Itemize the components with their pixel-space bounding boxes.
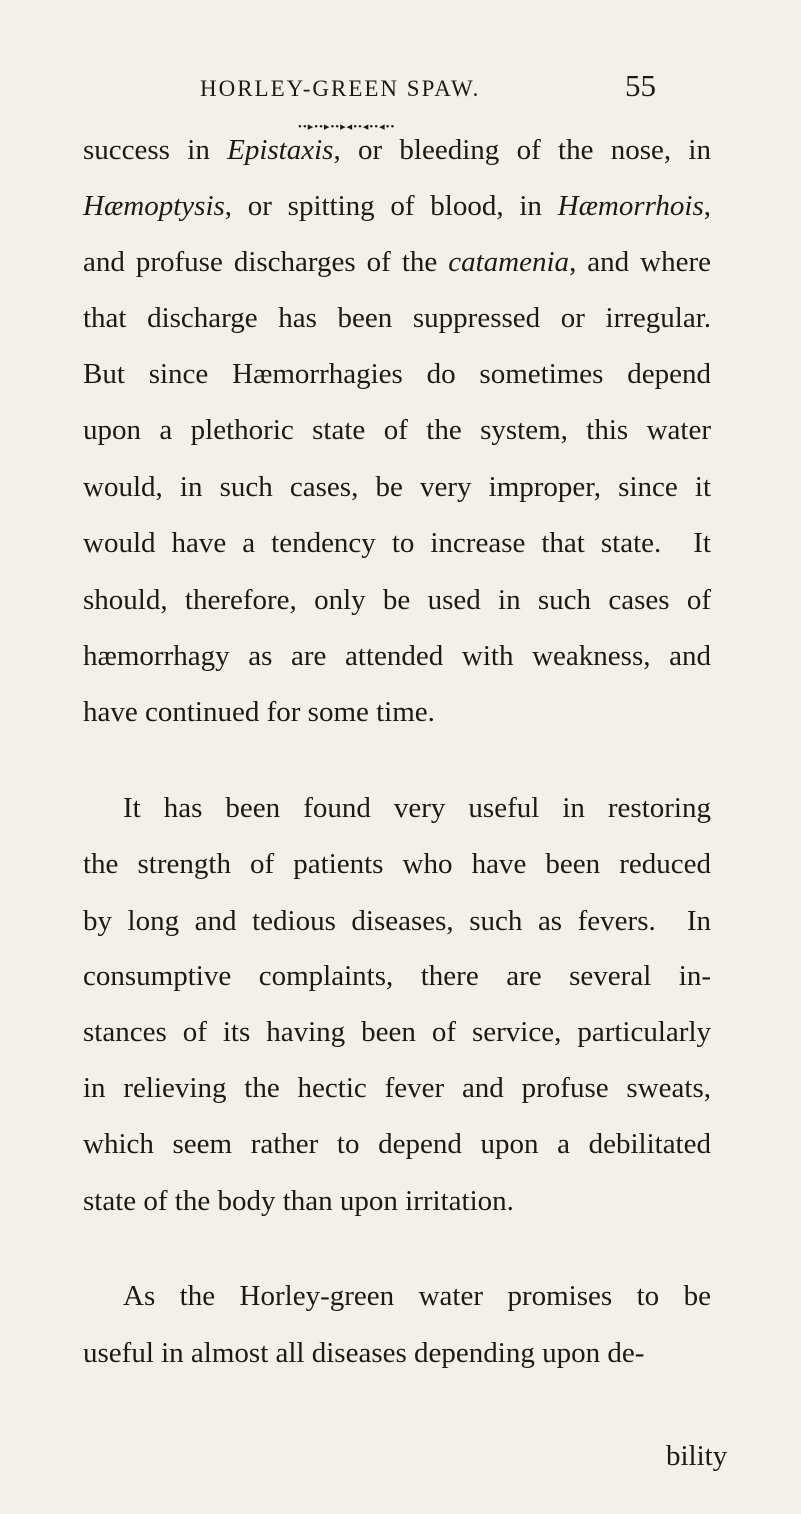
text-run: the strength of patients who have been reduced [83,848,711,880]
text-run: would, in such cases, be very improper, since it [83,471,711,503]
text-run: by long and tedious diseases, such as fevers. In [83,905,711,937]
text-run: As the Horley-green water promises to be [123,1280,711,1312]
text-run: , and where [569,246,712,278]
text-run: consumptive complaints, there are several in- [83,960,711,992]
text-run: upon a plethoric state of the system, this water [83,414,711,446]
text-run: in relieving the hectic fever and profuse sweats, [83,1072,711,1104]
italic-term: Epistaxis [227,134,334,166]
running-title: HORLEY-GREEN SPAW. [200,76,481,101]
text-run: which seem rather to depend upon a debilitated [83,1128,711,1160]
text-run: useful in almost all diseases depending upon de- [83,1337,645,1369]
italic-term: catamenia [448,246,570,278]
text-run: have continued for some time. [83,696,435,728]
text-run: It has been found very useful in restoring [123,792,711,824]
header-ornament: ••▸••▸••▸◂••◂••◂•• [298,121,396,133]
text-run: But since Hæmorrhagies do sometimes depend [83,358,711,390]
text-run: success in [83,134,228,166]
text-run: and profuse discharges of the [83,246,449,278]
text-run: that discharge has been suppressed or irregular. [83,302,711,334]
text-run: hæmorrhagy as are attended with weakness, and [83,640,711,672]
text-run: , [703,190,711,222]
text-run: would have a tendency to increase that state. It [83,527,711,559]
italic-term: Hæmoptysis [83,190,225,222]
text-run: stances of its having been of service, particularly [83,1016,711,1048]
text-run: , or bleeding of the nose, in [333,134,711,166]
italic-term: Hæmorrhois [557,190,704,222]
text-run: state of the body than upon irritation. [83,1185,514,1217]
page-number: 55 [625,68,656,103]
text-run: , or spitting of blood, in [224,190,558,222]
text-run: should, therefore, only be used in such cases of [83,584,711,616]
catchword: bility [666,1440,728,1472]
